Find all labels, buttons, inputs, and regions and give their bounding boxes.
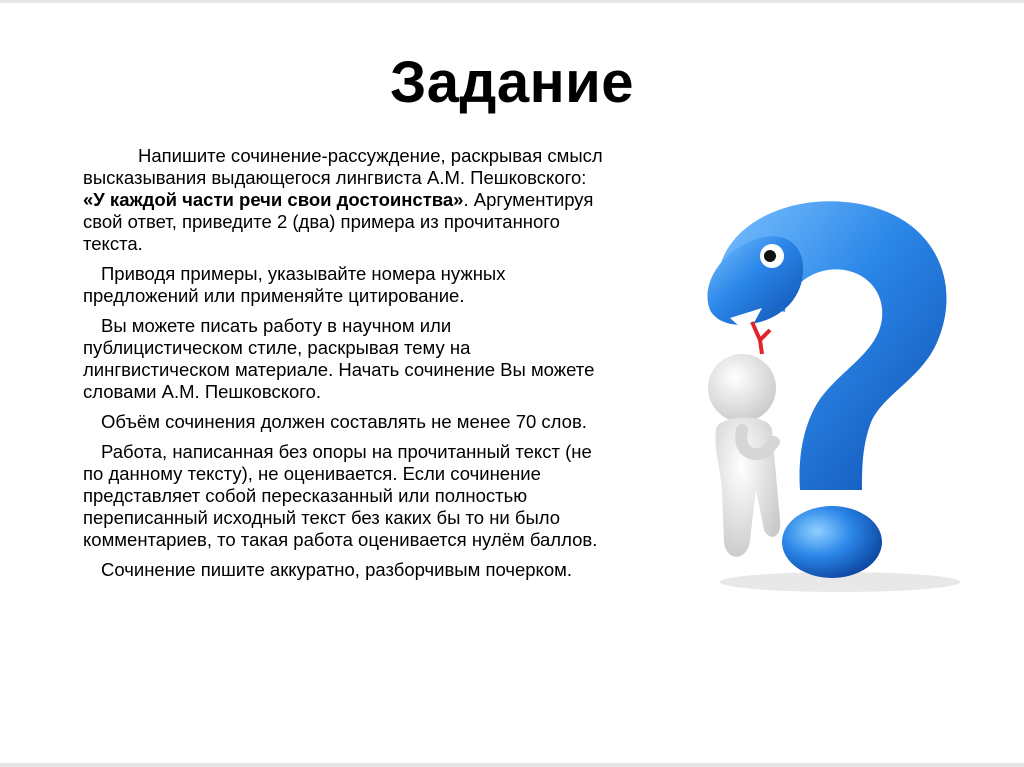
paragraph-style: Вы можете писать работу в научном или публицистическом стиле, раскрывая тему на лингвистическом материале. Начать сочинение Вы можете словами А.М. Пешковского. [83,315,595,402]
quote-text: «У каждой части речи свои достоинства» [83,189,464,210]
question-mark-illustration [690,190,970,600]
task-text-continued: . Аргументируя свой ответ, приведите 2 (два) примера из прочитанного текста. [83,189,594,254]
paragraph-handwriting: Сочинение пишите аккуратно, разборчивым почерком. [101,559,573,580]
task-text: Напишите сочинение-рассуждение, раскрывая смысл высказывания выдающегося лингвиста А.М. Пешковского: [83,145,603,188]
top-border [0,0,1024,3]
slide-title: Задание [389,50,635,115]
paragraph-task [83,145,603,255]
paragraph-grading: Работа, написанная без опоры на прочитанный текст (не по данному тексту), не оценивается. Если сочинение представляет собой пересказанный или полностью переписанный исходный текст без каких бы то ни было комментариев, то такая работа оценивается нулём баллов. [83,441,598,550]
question-mark-snake-with-person-icon [690,190,970,600]
bottom-border [0,763,1024,767]
paragraph-volume: Объём сочинения должен составлять не менее 70 слов. [101,411,587,432]
assignment-text [83,145,603,589]
paragraph-examples: Приводя примеры, указывайте номера нужных предложений или применяйте цитирование. [83,263,506,306]
